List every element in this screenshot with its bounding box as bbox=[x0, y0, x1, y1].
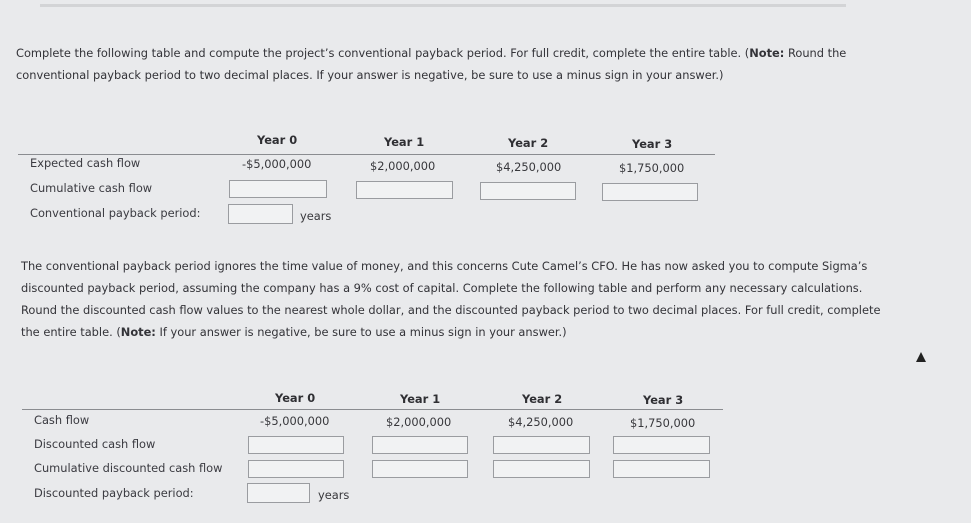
row-label-cumulative-cash-flow: Cumulative cash flow bbox=[30, 181, 153, 195]
table1-cumulative-year0-input[interactable] bbox=[229, 180, 327, 198]
instructions-2-text: The conventional payback period ignores the time value of money, and this concerns Cute Camel’s CFO. He has now asked you to compute Sigma’s discounted payback period, assuming the company has a 9% cost of capital. Complete the following table and perform any necessary calculations. Round the discounted cash flow values to the nearest whole dollar, and the discounted payback period to two decimal places. For full credit, complete the entire table. ( bbox=[21, 259, 881, 339]
discounted-payback-input[interactable] bbox=[247, 483, 310, 503]
row-label-discounted-cash-flow: Discounted cash flow bbox=[34, 437, 156, 451]
table2-header-rule bbox=[22, 409, 723, 410]
table1-header-year2: Year 2 bbox=[508, 136, 549, 150]
table1-header-rule bbox=[18, 154, 715, 155]
table2-discounted-year1-input[interactable] bbox=[372, 436, 468, 454]
instructions-1-text-end: Round the conventional payback period to two decimal places. If your answer is negative, be sure to use a minus sign in your answer.) bbox=[16, 46, 847, 82]
table1-expected-year0: -$5,000,000 bbox=[242, 157, 312, 171]
table1-cumulative-year2-input[interactable] bbox=[480, 182, 576, 200]
table1-header-year1: Year 1 bbox=[384, 135, 425, 149]
row-label-expected-cash-flow: Expected cash flow bbox=[30, 156, 141, 170]
table2-cashflow-year0: -$5,000,000 bbox=[260, 414, 330, 428]
instructions-1 bbox=[16, 42, 886, 86]
table1-expected-year1: $2,000,000 bbox=[370, 159, 436, 173]
table1-expected-year3: $1,750,000 bbox=[619, 161, 685, 175]
table1-expected-year2: $4,250,000 bbox=[496, 160, 562, 174]
instructions-1-text: Complete the following table and compute the project’s conventional payback period. For full credit, complete the entire table. ( bbox=[16, 46, 750, 60]
table2-cashflow-year3: $1,750,000 bbox=[630, 416, 696, 430]
table2-header-year2: Year 2 bbox=[522, 392, 563, 406]
mouse-cursor-icon bbox=[916, 352, 926, 362]
table1-cumulative-year1-input[interactable] bbox=[356, 181, 453, 199]
table2-cumulative-year0-input[interactable] bbox=[248, 460, 344, 478]
table2-header-year3: Year 3 bbox=[643, 393, 684, 407]
table2-cumulative-year1-input[interactable] bbox=[372, 460, 468, 478]
row-label-cash-flow: Cash flow bbox=[34, 413, 90, 427]
table2-cumulative-year2-input[interactable] bbox=[493, 460, 590, 478]
table2-cumulative-year3-input[interactable] bbox=[613, 460, 710, 478]
row-label-cumulative-discounted: Cumulative discounted cash flow bbox=[34, 461, 223, 475]
instructions-2-note: Note: bbox=[120, 325, 156, 339]
instructions-1-note: Note: bbox=[749, 46, 785, 60]
table2-cashflow-year1: $2,000,000 bbox=[386, 415, 452, 429]
row-label-discounted-payback: Discounted payback period: bbox=[34, 486, 194, 500]
table2-header-year0: Year 0 bbox=[275, 391, 316, 405]
table2-years-unit: years bbox=[318, 488, 350, 502]
table1-cumulative-year3-input[interactable] bbox=[602, 183, 698, 201]
conventional-payback-input[interactable] bbox=[228, 204, 293, 224]
table1-header-year3: Year 3 bbox=[632, 137, 673, 151]
row-label-conventional-payback: Conventional payback period: bbox=[30, 206, 201, 220]
instructions-2 bbox=[21, 255, 889, 343]
table2-discounted-year3-input[interactable] bbox=[613, 436, 710, 454]
instructions-2-text-end: If your answer is negative, be sure to use a minus sign in your answer.) bbox=[155, 325, 567, 339]
top-divider bbox=[40, 4, 846, 7]
table1-header-year0: Year 0 bbox=[257, 133, 298, 147]
table2-discounted-year2-input[interactable] bbox=[493, 436, 590, 454]
table1-years-unit: years bbox=[300, 209, 332, 223]
table2-discounted-year0-input[interactable] bbox=[248, 436, 344, 454]
table2-cashflow-year2: $4,250,000 bbox=[508, 415, 574, 429]
table2-header-year1: Year 1 bbox=[400, 392, 441, 406]
